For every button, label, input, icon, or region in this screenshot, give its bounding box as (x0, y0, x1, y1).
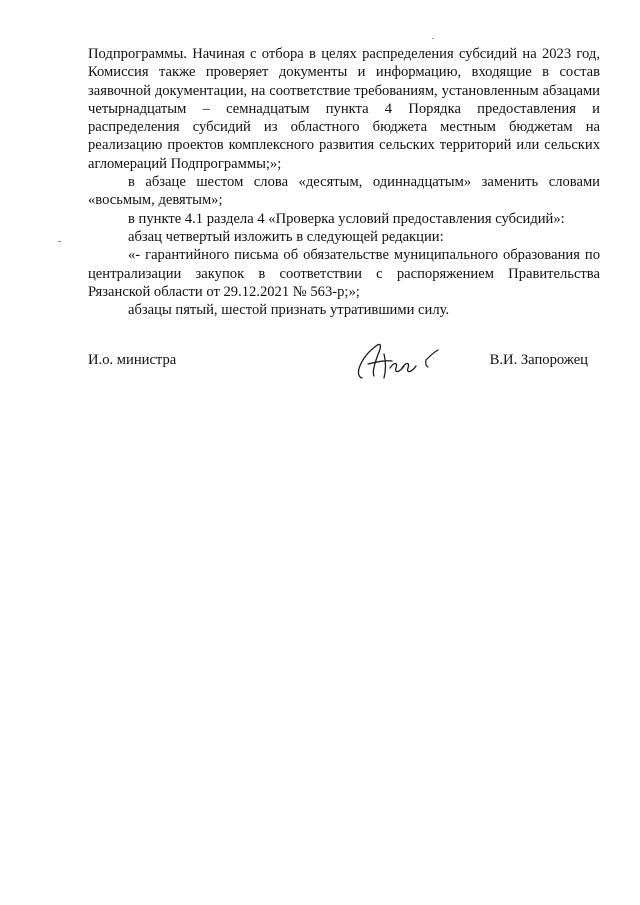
paragraph-amendment-sixth: в абзаце шестом слова «десятым, одиннадцатым» заменить словами «восьмым, девятым»; (88, 174, 600, 209)
signatory-name: В.И. Запорожец (489, 352, 588, 368)
paragraph-fourth-statement: абзац четвертый изложить в следующей редакции: (128, 228, 444, 245)
paragraph-quoted-text: «- гарантийного письма об обязательстве муниципального образования по централизации закупок в соответствии с распоряжением Правительства Рязанской области от 29.12.2021 № 563-р;»; (88, 247, 600, 300)
signature-block (88, 352, 600, 382)
handwritten-signature (346, 338, 446, 384)
signatory-title: И.о. министра (88, 352, 177, 368)
paragraph-continuation: Подпрограммы. Начиная с отбора в целях распределения субсидий на 2023 год, Комиссия также проверяет документы и информацию, входящие в состав заявочной документации, на соответствие требованиям, установленным абзацами четырнадцатым – семнадцатым пункта 4 Порядка предоставления и распределения субсидий из областного бюджета местным бюджетам на реализацию проектов комплексного развития сельских территорий или сельских агломераций Подпрограммы;»; (88, 46, 600, 172)
scan-margin-mark (58, 241, 61, 242)
paragraph-point-4-1: в пункте 4.1 раздела 4 «Проверка условий предоставления субсидий»: (128, 210, 565, 227)
scan-speck (432, 38, 434, 39)
document-body (88, 45, 600, 319)
paragraph-repeal: абзацы пятый, шестой признать утратившими силу. (128, 302, 450, 319)
